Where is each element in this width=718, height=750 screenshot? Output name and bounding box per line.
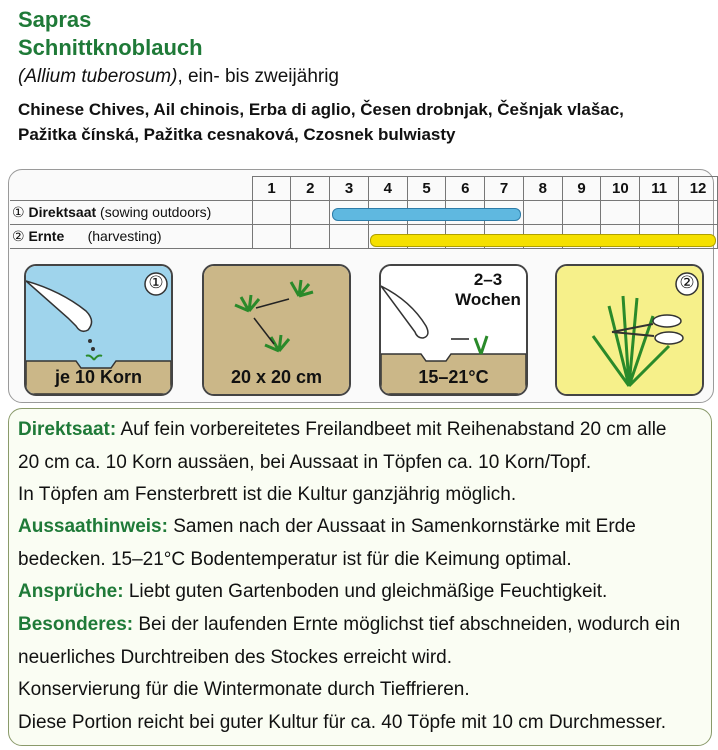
latin-name: (Allium tuberosum) xyxy=(18,66,178,87)
calendar-header-row xyxy=(10,177,718,201)
step-germination-panel xyxy=(379,264,528,396)
paragraph-aussaathinweis: Aussaathinweis: Samen nach der Aussaat in Samenkornstärke mit Erde bedecken. 15–21°C Bodentemperatur ist für die Keimung optimal. xyxy=(18,516,636,570)
step-harvest-panel xyxy=(555,264,704,396)
paragraph-ansprueche: Ansprüche: Liebt guten Gartenboden und gleichmäßige Feuchtigkeit. xyxy=(18,581,608,602)
para-label: Besonderes: xyxy=(18,614,134,635)
month-8: 8 xyxy=(523,177,562,201)
para-label: Direktsaat: xyxy=(18,419,117,440)
month-2: 2 xyxy=(291,177,330,201)
step-caption: 15–21°C xyxy=(418,367,489,387)
step-caption: je 10 Korn xyxy=(54,367,143,387)
month-9: 9 xyxy=(562,177,601,201)
step-duration xyxy=(453,270,523,310)
step-caption: 20 x 20 cm xyxy=(230,367,323,387)
harvest-period-bar xyxy=(370,234,715,247)
plant-title: Schnittknoblauch xyxy=(18,35,203,60)
common-names-line2: Pažitka čínská, Pažitka cesnaková, Czosnek bulwiasty xyxy=(18,125,456,144)
row-number: ① xyxy=(12,204,25,220)
month-1: 1 xyxy=(252,177,291,201)
month-7: 7 xyxy=(485,177,524,201)
month-10: 10 xyxy=(601,177,640,201)
common-names-line1: Chinese Chives, Ail chinois, Erba di aglio, Česen drobnjak, Češnjak vlašac, xyxy=(18,100,624,119)
row-label: Ernte xyxy=(28,228,65,244)
latin-name-line xyxy=(18,66,339,88)
sowing-period-bar xyxy=(332,208,522,221)
paragraph-besonderes: Besonderes: Bei der laufenden Ernte möglichst tief abschneiden, wodurch ein neuerliches Durchtreiben des Stockes erreicht wird. Konservierung für die Wintermonate durch Tieffrieren. Diese Portion reicht bei guter Kultur für ca. 40 Töpfe mit 10 cm Durchmesser. xyxy=(18,614,681,733)
duration-unit: Wochen xyxy=(455,290,521,309)
para-label: Ansprüche: xyxy=(18,581,124,602)
row-label: Direktsaat xyxy=(28,204,97,220)
para-label: Aussaathinweis: xyxy=(18,516,168,537)
row-note: (harvesting) xyxy=(87,228,162,244)
row-number: ② xyxy=(12,228,25,244)
step-spacing-panel xyxy=(202,264,351,396)
month-12: 12 xyxy=(679,177,718,201)
month-5: 5 xyxy=(407,177,446,201)
step-badge: ② xyxy=(679,273,695,292)
lifecycle: , ein- bis zweijährig xyxy=(177,66,340,87)
row-note: (sowing outdoors) xyxy=(100,204,212,220)
month-11: 11 xyxy=(640,177,679,201)
step-sowing-panel xyxy=(24,264,173,396)
step-badge: ① xyxy=(148,273,164,292)
month-3: 3 xyxy=(330,177,369,201)
brand-title: Sapras xyxy=(18,7,92,32)
duration-weeks: 2–3 xyxy=(473,270,503,289)
month-6: 6 xyxy=(446,177,485,201)
paragraph-direktsaat: Direktsaat: Auf fein vorbereitetes Freilandbeet mit Reihenabstand 20 cm alle 20 cm ca. 10 Korn aussäen, bei Aussaat in Töpfen ca. 10 Korn/Topf. In Töpfen am Fensterbrett ist die Kultur ganzjährig möglich. xyxy=(18,419,667,505)
month-4: 4 xyxy=(368,177,407,201)
